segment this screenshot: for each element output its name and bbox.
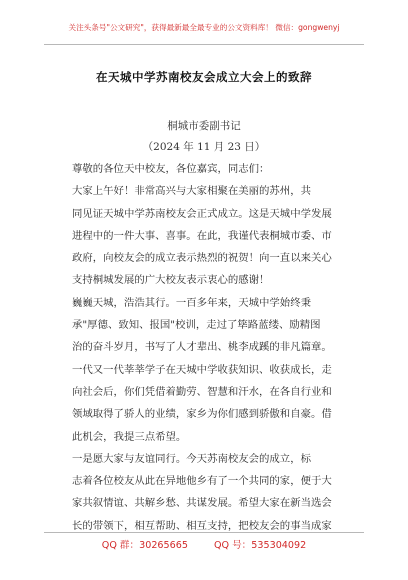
speech-body: [72, 158, 342, 537]
body-line: 长的带领下，相互帮助、相互支持，把校友会的事当成家: [72, 519, 332, 532]
body-line: 承"厚德、致知、报国"校训，走过了筚路蓝缕、励精图: [72, 319, 321, 332]
speaker-title: 桐城市委副书记: [167, 120, 241, 132]
body-line: 治的奋斗岁月，书写了人才辈出、桃李成蹊的非凡篇章。: [72, 341, 332, 354]
document-title: 在天城中学苏南校友会成立大会上的致辞: [96, 70, 312, 84]
body-line: 政府，向校友会的成立表示热烈的祝贺！向一直以来关心: [72, 252, 332, 265]
footer-contact: [0, 537, 408, 551]
body-line: 尊敬的各位天中校友，各位嘉宾，同志们：: [72, 163, 270, 175]
qq-group-number: QQ 群：30265665: [101, 540, 188, 551]
body-line: 进程中的一件大事、喜事。在此，我谨代表桐城市委、市: [72, 229, 332, 242]
header-divider: [44, 44, 364, 45]
body-line: 家共叙情谊、共解乡愁、共谋发展。希望大家在新当选会: [72, 497, 332, 510]
body-line: 领域取得了骄人的业绩，家乡为你们感到骄傲和自豪。借: [72, 408, 332, 421]
header-banner: 关注头条号"公文研究"，获得最新最全最专业的公文资料库！ 微信：gongwenyj: [68, 23, 340, 32]
body-line: 志着各位校友从此在异地他乡有了一个共同的家，便于大: [72, 475, 332, 488]
qq-number: QQ 号：535304092: [213, 540, 307, 551]
body-line: 向社会后，你们凭借着勤劳、智慧和汗水，在各自行业和: [72, 385, 332, 398]
body-line: 一是愿大家与友谊同行。今天苏南校友会的成立，标: [72, 452, 311, 465]
body-line: 大家上午好！非常高兴与大家相聚在美丽的苏州，共: [72, 185, 311, 198]
body-line: 支持桐城发展的广大校友表示衷心的感谢！: [72, 274, 270, 287]
body-line: 巍巍天城，浩浩其行。一百多年来，天城中学始终秉: [72, 296, 311, 309]
footer-divider: [44, 532, 364, 533]
speech-date: （2024 年 11 月 23 日）: [142, 141, 266, 153]
body-line: 同见证天城中学苏南校友会正式成立。这是天城中学发展: [72, 207, 332, 220]
body-line: 此机会，我提三点希望。: [72, 430, 187, 443]
body-line: 一代又一代莘莘学子在天城中学收获知识、收获成长，走: [72, 363, 332, 376]
